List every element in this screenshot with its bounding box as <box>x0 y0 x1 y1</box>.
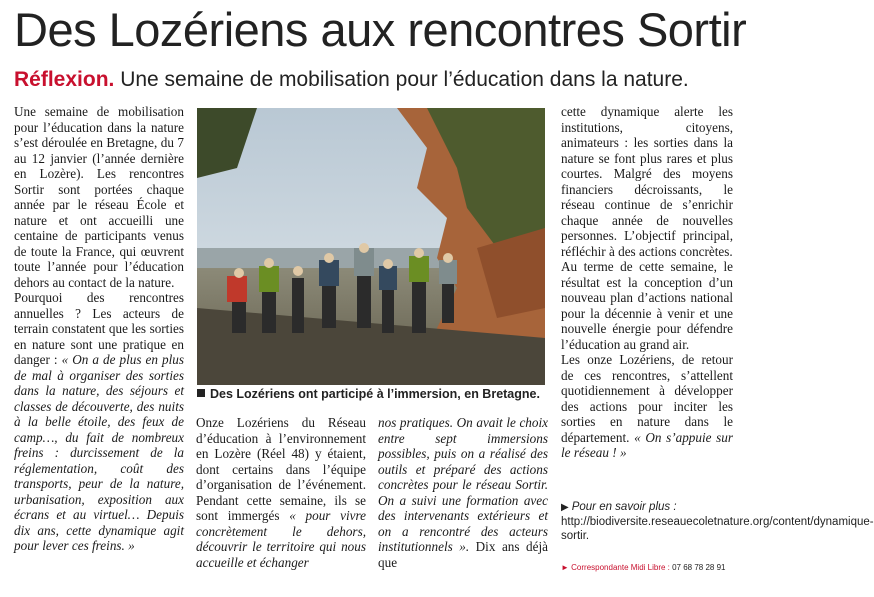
quote-immersion-part1: « pour vivre concrètement le dehors, découvrir le territoire qui nous accueille et échanger <box>196 508 366 570</box>
paragraph-lozeriens-text: Onze Lozériens du Réseau d’éducation à l’environnement en Lozère (Réel 48) y étaient, dont certains dans l’équipe d’organisation de l’événement. Pendant cette semaine, ils se sont immergés <box>196 415 366 523</box>
paragraph-result: Au terme de cette semaine, le résultat est la conception d’un nouveau plan d’actions national pour la décennie à venir et une nouvelle énergie pour défendre l’éducation au grand air. <box>561 259 733 352</box>
paragraph-intro: Une semaine de mobilisation pour l’éducation dans la nature s’est déroulée en Bretagne, du 7 au 12 janvier (l’année dernière en Lozère). Les rencontres Sortir sont portées chaque année par le réseau École et nature et ont accueilli une centaine de participants venus de toute la France, qui œuvrent toute l’année pour l’éducation dehors au contact de la nature. <box>14 104 184 290</box>
article-column-3: nos pratiques. On avait le choix entre sept immersions possibles, puis on a réalisé des outils et préparé des actions concrètes pour le réseau Sortir. On a suivi une formation avec des intervenants extérieurs et on a rencontré des acteurs institutionnels ». Dix ans déjà que <box>378 415 549 570</box>
more-info-link[interactable]: http://biodiversite.reseauecoletnature.org/content/dynamique-sortir. <box>561 516 874 542</box>
byline <box>561 563 746 572</box>
quote-network: « On s’appuie sur le réseau ! » <box>561 429 733 460</box>
article-column-4: cette dynamique alerte les institutions, citoyens, animateurs : les sorties dans la nature se font plus rares et plus courtes. Malgré des moyens financiers décroissants, le réseau continue de s’enrichir chaque année de nouvelles personnes. L’objectif principal, réfléchir à des actions concrètes. Au terme de cette semaine, le résultat est la conception d’un nouveau plan d’actions national pour la décennie à venir et une nouvelle énergie pour défendre l’éducation au grand air. Les onze Lozériens, de retour de ces rencontres, s’attellent quotidiennement à développer des actions pour inciter les sorties en nature dans le département. « On s’appuie sur le réseau ! » <box>561 104 733 460</box>
paragraph-why <box>14 290 184 554</box>
paragraph-return-text: Les onze Lozériens, de retour de ces rencontres, s’attellent quotidiennement à développer des actions pour inciter les sorties en nature dans le département. <box>561 352 733 445</box>
article-photo <box>197 108 545 385</box>
more-info-lead: Pour en savoir plus : <box>571 501 677 513</box>
quote-obstacles: « On a de plus en plus de mal à organiser des sorties dans la nature, des séjours et classes de découverte, des nuits à la belle étoile, des feux de camp…, du fait de nombreux freins : durcissement de la réglementation, coût des transports, peur de la nature, urbanisation, exposition aux écrans et au virtuel… Depuis dix ans, cette dynamique agit pour lever ces freins. » <box>14 352 185 553</box>
photo-caption-text: Des Lozériens ont participé à l’immersion, en Bretagne. <box>210 387 540 401</box>
byline-phone: 07 68 78 28 91 <box>672 563 726 572</box>
byline-triangle-icon: ► <box>561 563 569 572</box>
byline-label: Correspondante Midi Libre : <box>571 563 670 572</box>
photo-hikers-coast-icon <box>197 108 545 385</box>
paragraph-lozeriens <box>196 415 366 570</box>
standfirst <box>14 67 744 93</box>
more-info-box <box>561 500 874 543</box>
caption-square-icon <box>197 389 205 397</box>
deck: Une semaine de mobilisation pour l’éducation dans la nature. <box>120 68 689 91</box>
kicker: Réflexion. <box>14 68 115 91</box>
photo-caption <box>197 387 547 401</box>
article-column-2 <box>196 415 366 570</box>
article-column-1 <box>14 104 184 554</box>
quote-immersion-part2: nos pratiques. On avait le choix entre sept immersions possibles, puis on a réalisé des outils et préparé des actions concrètes pour le réseau Sortir. On a suivi une formation avec des intervenants extérieurs et on a rencontré des acteurs institutionnels ». <box>378 415 548 554</box>
triangle-right-icon: ▶ <box>561 502 569 513</box>
paragraph-why-text: Pourquoi des rencontres annuelles ? Les acteurs de terrain constatent que les sorties en nature sont une pratique en danger : <box>14 290 184 367</box>
headline: Des Lozériens aux rencontres Sortir <box>14 3 747 56</box>
paragraph-return <box>561 352 733 461</box>
